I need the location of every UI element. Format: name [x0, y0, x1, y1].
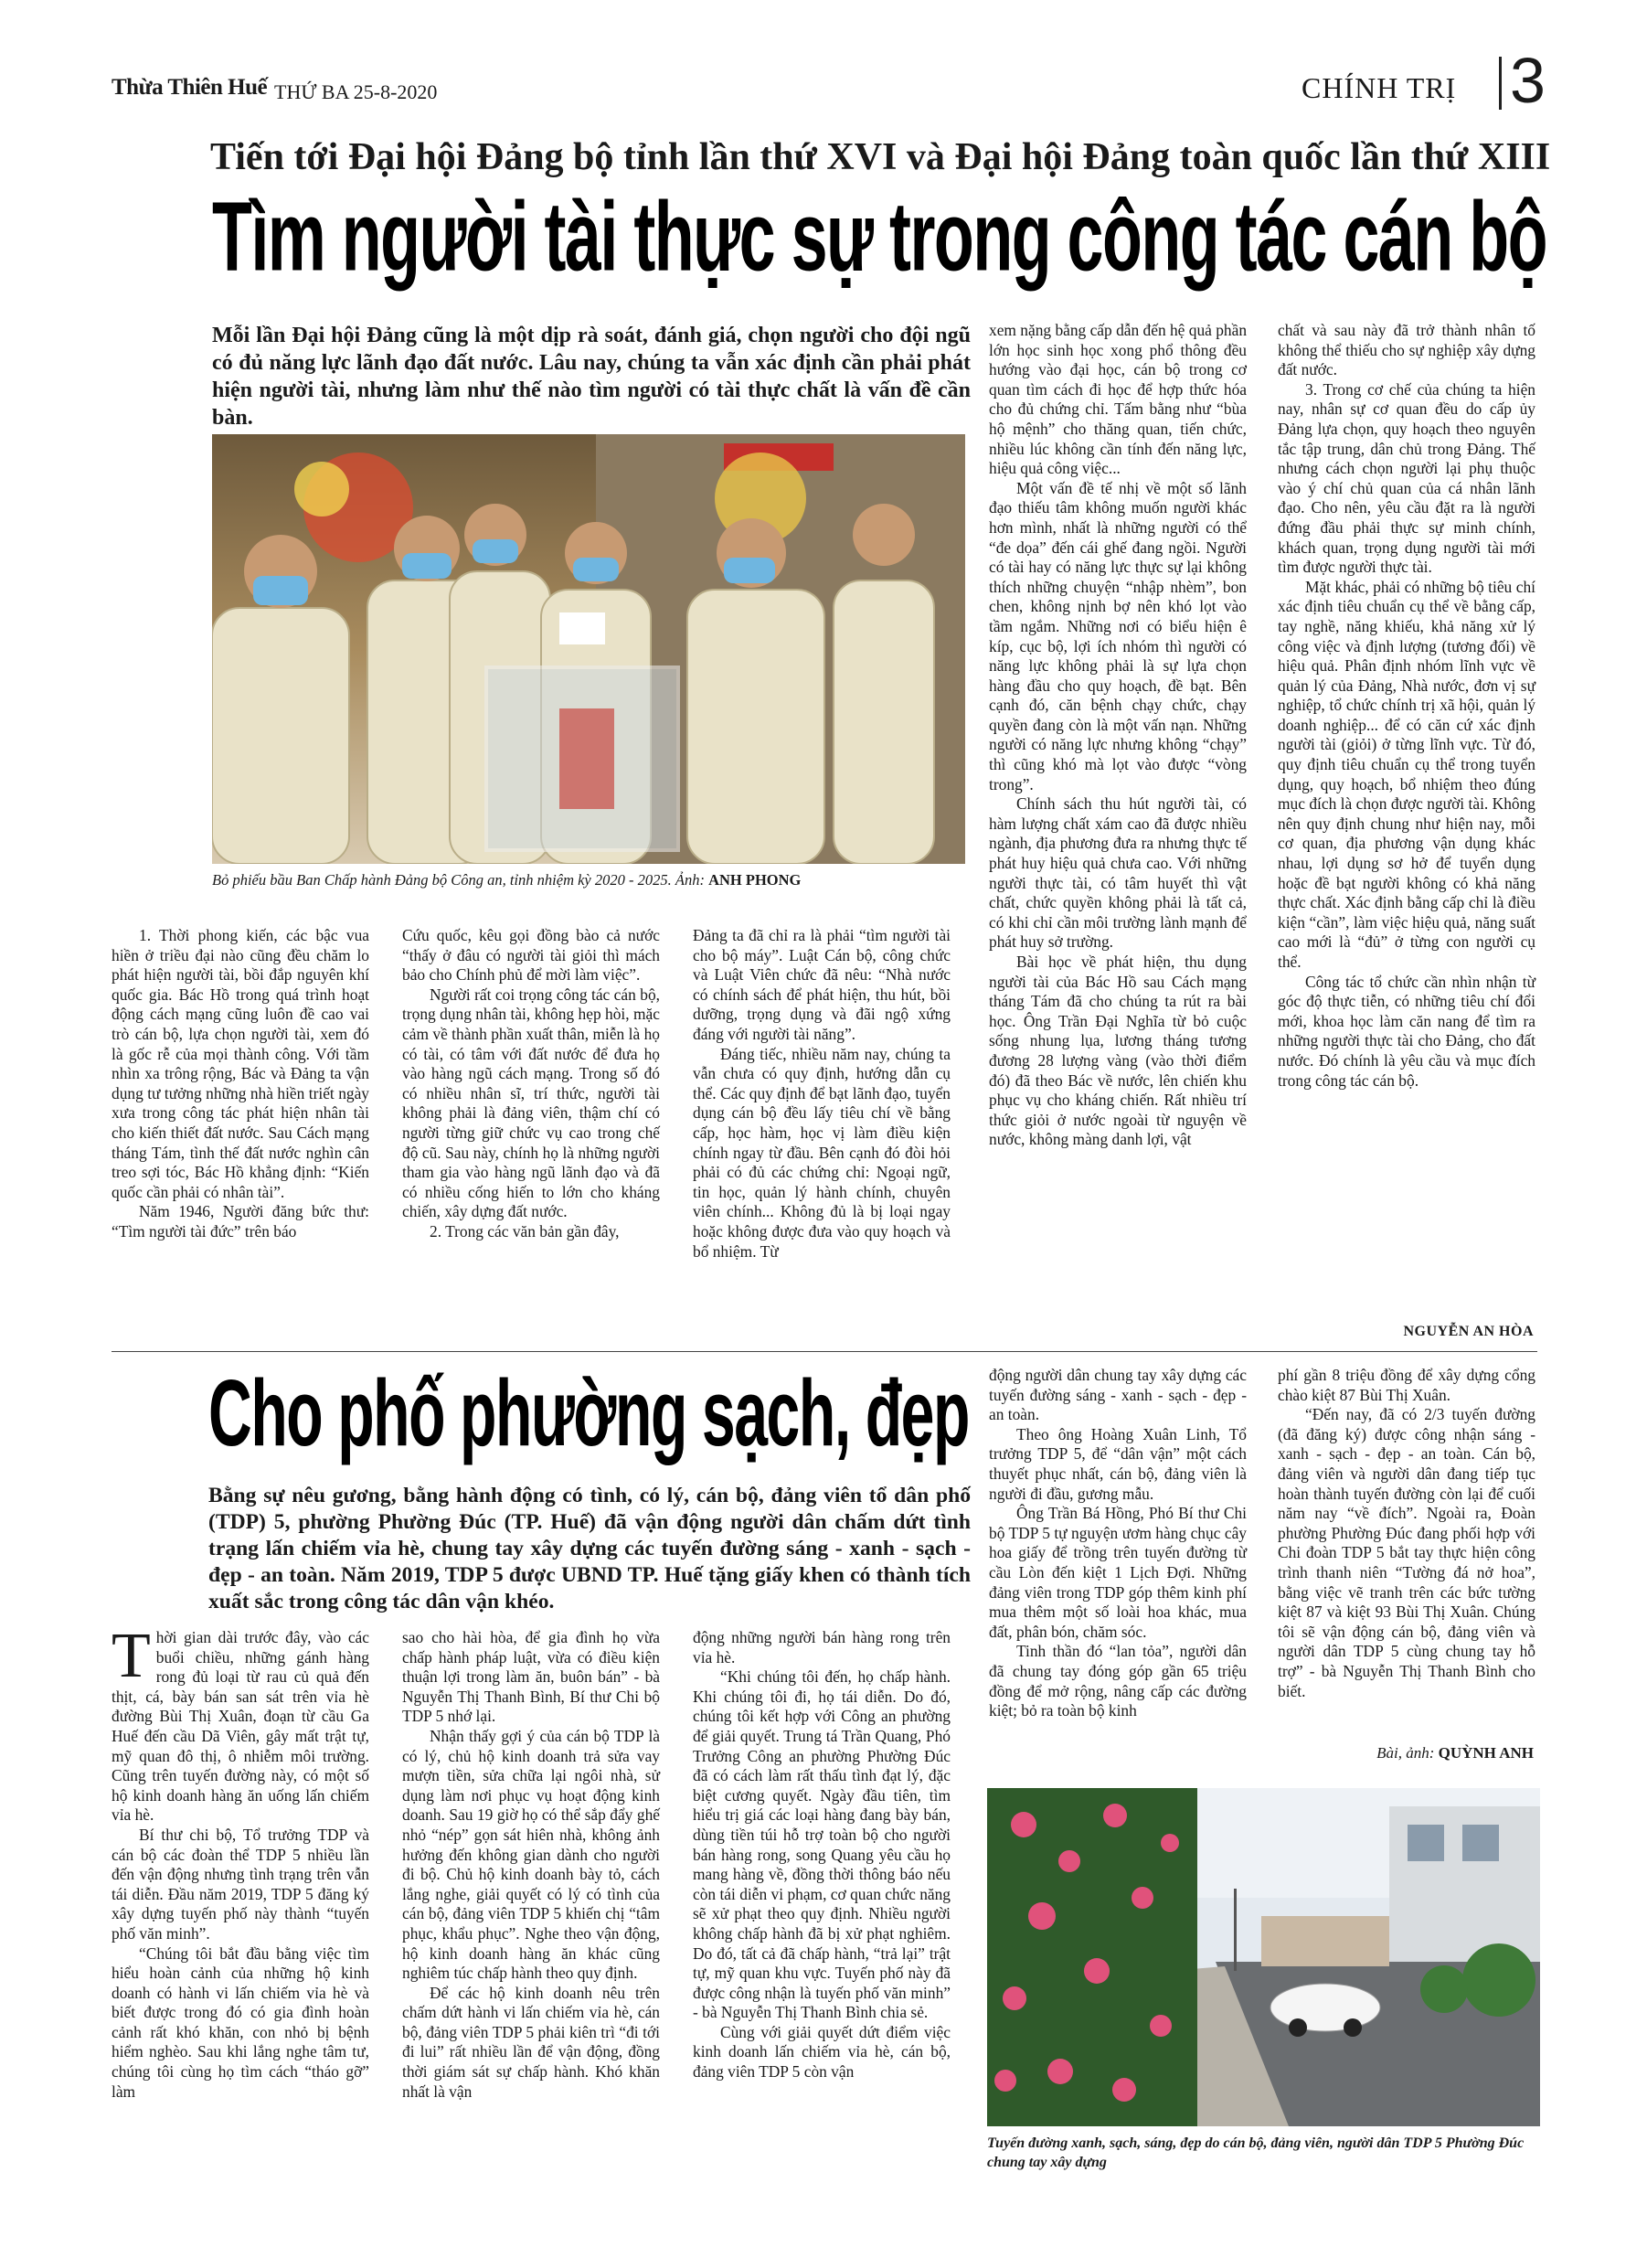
page-number: 3	[1510, 45, 1546, 116]
ballot-voting-photo	[212, 434, 965, 864]
paragraph: “Chúng tôi bắt đầu bằng việc tìm hiểu hoàn cảnh của những hộ kinh doanh có hành vi lấn chiếm vỉa hè và biết được trong đó có gia đình hoàn cảnh rất khó khăn, con nhỏ bị bệnh hiểm nghèo. Sau khi lắng nghe tâm tư, chúng tôi cùng họ tìm cách “tháo gỡ” làm	[112, 1943, 369, 2101]
paragraph: phí gần 8 triệu đồng để xây dựng cổng chào kiệt 87 Bùi Thị Xuân.	[1278, 1366, 1535, 1404]
article1-column-2	[402, 926, 660, 1242]
article2-column-3	[693, 1628, 951, 2082]
paragraph: Ông Trần Bá Hồng, Phó Bí thư Chi bộ TDP 5 tự nguyện ươm hàng chục cây hoa giấy để trồng trên tuyến đường từ cầu Lòn đến kiệt 1 Lịch Đợi. Những đảng viên trong TDP góp thêm kinh phí mua thêm một số loài hoa khác, mua đất, phân bón, chăm sóc.	[989, 1504, 1247, 1641]
paragraph: Bí thư chi bộ, Tổ trưởng TDP và cán bộ các đoàn thể TDP 5 nhiều lần đến vận động nhưng tình trạng trên vẫn tái diễn. Đầu năm 2019, TDP 5 đăng ký xây dựng tuyến phố này thành “tuyến phố văn minh”.	[112, 1825, 369, 1943]
paragraph: Theo ông Hoàng Xuân Linh, Tổ trưởng TDP 5, để “dân vận” một cách thuyết phục nhất, cán bộ, đảng viên là người đi đầu, gương mẫu.	[989, 1424, 1247, 1503]
article1-column-4	[989, 321, 1247, 1150]
section-title: CHÍNH TRỊ	[1302, 71, 1457, 104]
article1-column-3	[693, 926, 951, 1262]
article1-column-5	[1278, 321, 1535, 1091]
paragraph: Một vấn đề tế nhị về một số lãnh đạo thiếu tâm không muốn người khác hơn mình, nhất là những người có thể “đe dọa” đến cái ghế đang ngồi. Người có tài hay có năng lực thực sự lại không thích những chuyện “nhập nhèm”, bon chen, không nịnh bợ nên khó lọt vào tầm ngắm. Những nơi có biểu hiện ê kíp, cục bộ, lợi ích nhóm thì người có năng lực không phải là sự lựa chọn hàng đầu cho quy hoạch, đề bạt. Bên cạnh đó, căn bệnh chạy chức, chạy quyền đang còn là một vấn nạn. Những người có năng lực nhưng không “chạy” thì cũng khó mà lọt vào được “vòng trong”.	[989, 478, 1247, 793]
article2-column-5	[1278, 1366, 1535, 1701]
paragraph: “Khi chúng tôi đến, họ chấp hành. Khi chúng tôi đi, họ tái diễn. Do đó, chúng tôi kết hợp với Công an phường để giải quyết. Trung tá Trần Quang, Phó Trưởng Công an phường Phường Đúc đã có cách làm rất thấu tình đạt lý, đặc biệt cương quyết. Ngày đầu tiên, tìm hiểu trị giá các loại hàng đang bày bán, dùng tiền túi hỗ trợ toàn bộ cho người bán hàng rong, song Quang yêu cầu họ mang hàng về, đồng thời thông báo nếu còn tái diễn vi phạm, cơ quan chức năng sẽ xử phạt theo quy định. Nhiều người không chấp hành đã bị xử phạt nghiêm. Do đó, tất cả đã chấp hành, “trả lại” trật tự, mỹ quan khu vực. Tuyến phố này đã được công nhận là tuyến phố văn minh” - bà Nguyễn Thị Thanh Bình chia sẻ.	[693, 1667, 951, 2022]
paragraph: chất và sau này đã trở thành nhân tố không thể thiếu cho sự nghiệp xây dựng đất nước.	[1278, 321, 1535, 379]
article2-byline: Bài, ảnh: QUỲNH ANH	[1376, 1744, 1534, 1762]
paragraph: Cứu quốc, kêu gọi đồng bào cả nước “thấy ở đâu có người tài giỏi thì mách bảo cho Chính phủ để mời làm việc”.	[402, 926, 660, 985]
article1-byline: NGUYỄN AN HÒA	[1403, 1324, 1534, 1339]
flowered-street-photo	[987, 1788, 1540, 2126]
paragraph: Cùng với giải quyết dứt điểm việc kinh doanh lấn chiếm vỉa hè, cán bộ, đảng viên TDP 5 còn vận	[693, 2022, 951, 2082]
article1-column-1	[112, 926, 369, 1242]
paragraph: Để các hộ kinh doanh nêu trên chấm dứt hành vi lấn chiếm vỉa hè, cán bộ, đảng viên TDP 5 phải kiên trì “đi tới đi lui” rất nhiều lần để vận động, đồng thời giám sát sự chấp hành. Khó khăn nhất là vận	[402, 1983, 660, 2101]
drop-cap: T	[112, 1621, 151, 1691]
paragraph: Năm 1946, Người đăng bức thư: “Tìm người tài đức” trên báo	[112, 1202, 369, 1240]
paragraph: Công tác tổ chức cần nhìn nhận từ góc độ thực tiễn, có những tiêu chí đổi mới, khoa học làm căn nang để tìm ra những người thực tài cho Đảng, cho đất nước. Đó chính là yêu cầu và mục đích trong công tác cán bộ.	[1278, 972, 1535, 1090]
paragraph: “Đến nay, đã có 2/3 tuyến đường (đã đăng ký) được công nhận sáng - xanh - sạch - đẹp - an toàn. Cán bộ, đảng viên và người dân đang tiếp tục hoàn thành tuyến đường còn lại để cuối năm nay “về đích”. Ngoài ra, Đoàn phường Phường Đúc đang phối hợp với Chi đoàn TDP 5 bắt tay thực hiện công trình thanh niên “Tường đá nở hoa”, bằng việc vẽ tranh trên các bức tường kiệt 87 và kiệt 93 Bùi Thị Xuân. Chúng tôi sẽ vận động cán bộ, đảng viên và người dân TDP 5 cùng chung tay hỗ trợ” - bà Nguyễn Thị Thanh Bình cho biết.	[1278, 1405, 1535, 1700]
paragraph: Tinh thần đó “lan tỏa”, người dân đã chung tay đóng góp gần 65 triệu đồng để mở rộng, nâng cấp các đường kiệt; bỏ ra toàn bộ kinh	[989, 1642, 1247, 1720]
paragraph: Nhận thấy gợi ý của cán bộ TDP là có lý, chủ hộ kinh doanh trả sửa vay mượn tiền, sửa chữa lại ngôi nhà, sử dụng làm nơi phục vụ hoạt động kinh doanh. Sau 19 giờ họ có thể sắp đẩy ghế nhỏ “nép” gọn sát hiên nhà, không ảnh hưởng đến không gian dành cho người đi bộ. Chủ hộ kinh doanh bày tỏ, cách lắng nghe, giải quyết có lý có tình của cán bộ, đảng viên TDP 5 khiến chị “tâm phục, khẩu phục”. Nghe theo vận động, hộ kinh doanh hàng ăn khác cũng nghiêm túc chấp hành theo quy định.	[402, 1726, 660, 1983]
issue-date: THỨ BA 25-8-2020	[274, 80, 438, 103]
article2-photo-caption: Tuyến đường xanh, sạch, sáng, đẹp do cán bộ, đảng viên, người dân TDP 5 Phường Đúc chung tay xây dựng	[987, 2135, 1525, 2170]
article1-lead: Mỗi lần Đại hội Đảng cũng là một dịp rà soát, đánh giá, chọn người cho đội ngũ có đủ năng lực lãnh đạo đất nước. Lâu nay, chúng ta vẫn xác định cần phải phát hiện người tài, nhưng làm như thế nào tìm người có tài thực chất là vấn đề cần bàn.	[212, 324, 971, 430]
article2-headline: Cho phố phường sạch, đẹp	[208, 1361, 969, 1466]
article1-photo-caption: Bỏ phiếu bầu Ban Chấp hành Đảng bộ Công an, tỉnh nhiệm kỳ 2020 - 2025. Ảnh: ANH PHONG	[212, 871, 802, 889]
paragraph: sao cho hài hòa, để gia đình họ vừa chấp hành pháp luật, vừa có điều kiện thuận lợi trong làm ăn, buôn bán” - bà Nguyễn Thị Thanh Bình, Bí thư Chi bộ TDP 5 nhớ lại.	[402, 1628, 660, 1726]
article2-column-4	[989, 1366, 1247, 1721]
paragraph: Mặt khác, phải có những bộ tiêu chí xác định tiêu chuẩn cụ thể về bằng cấp, tay nghề, năng khiếu, khả năng xử lý công việc và định lượng (tương đối) về hiệu quả. Phân định nhóm lĩnh vực về quản lý của Đảng, Nhà nước, đơn vị sự nghiệp, tổ chức chính trị xã hội, quản lý doanh nghiệp... để có căn cứ xác định người tài (giỏi) ở từng lĩnh vực. Từ đó, quy định tiêu chuẩn cụ thể trong tuyển dụng, quy hoạch, bổ nhiệm theo đúng mục đích là chọn được người tài. Không nên quy định chung như hiện nay, mỗi cơ quan, địa phương vận dụng khác nhau, lợi dụng sơ hở để tuyển dụng hoặc đề bạt người không có khả năng thực chất. Xác định bằng cấp chỉ là điều kiện “cần”, làm việc hiệu quả, năng suất cao mới là “đủ” ở từng con người cụ thể.	[1278, 577, 1535, 971]
article2-column-2	[402, 1628, 660, 2102]
paragraph: Bài học về phát hiện, thu dụng người tài của Bác Hồ sau Cách mạng tháng Tám đã cho chúng ta rút ra bài học. Ông Trần Đại Nghĩa từ bỏ cuộc sống nhung lụa, lương tháng tương đương 28 lượng vàng (vào thời điểm đó) đã theo Bác về nước, lên chiến khu phục vụ cho kháng chiến. Rất nhiều trí thức giỏi ở nước ngoài từ nguyện về nước, không màng danh lợi, vật	[989, 953, 1247, 1149]
masthead: Thừa Thiên Huế	[112, 75, 268, 100]
article-divider	[112, 1351, 1537, 1352]
article1-headline: Tìm người tài thực sự trong công tác cán bộ	[212, 182, 1546, 292]
article2-lead: Bằng sự nêu gương, bằng hành động có tình, có lý, cán bộ, đảng viên tổ dân phố (TDP) 5, phường Phường Đúc (TP. Huế) đã vận động người dân chấm dứt tình trạng lấn chiếm vỉa hè, chung tay xây dựng các tuyến đường sáng - xanh - sạch - đẹp - an toàn. Năm 2019, TDP 5 được UBND TP. Huế tặng giấy khen có thành tích xuất sắc trong công tác dân vận khéo.	[208, 1484, 971, 1613]
paragraph: Chính sách thu hút người tài, có hàm lượng chất xám cao đã được nhiều ngành, địa phương đưa ra nhưng thực tế phát huy hiệu quả chưa cao. Với những người thực tài, có tâm huyết thì vật chất, chức quyền không phải là tất cả, có khi chỉ cần môi trường lành mạnh để phát huy sở trường.	[989, 794, 1247, 952]
paragraph: 2. Trong các văn bản gần đây,	[430, 1221, 620, 1240]
paragraph: xem nặng bằng cấp dẫn đến hệ quả phần lớn học sinh học xong phổ thông đều hướng vào đại học, cán bộ trong cơ quan tìm cách đi học để hợp thức hóa cho đủ chứng chỉ. Tấm bằng như “bùa hộ mệnh” cho thăng quan, tiến chức, nhiều lúc không cần tính đến năng lực, hiệu quả công việc...	[989, 321, 1248, 478]
paragraph: Đáng tiếc, nhiều năm nay, chúng ta vẫn chưa có quy định, hướng dẫn cụ thể. Các quy định để bạt lãnh đạo, tuyển dụng cán bộ đều lấy tiêu chí về bằng cấp, học hàm, học vị làm điều kiện chính ngay từ đầu. Bên cạnh đó đòi hỏi phải có đủ các chứng chỉ: Ngoại ngữ, tin học, quản lý hành chính, chuyên viên chính... Không đủ là bị loại ngay hoặc không được đưa vào quy hoạch và bổ nhiệm. Từ	[693, 1044, 951, 1261]
article2-column-1	[112, 1621, 369, 2102]
paragraph: động người dân chung tay xây dựng các tuyến đường sáng - xanh - sạch - đẹp - an toàn.	[989, 1366, 1247, 1424]
article1-kicker: Tiến tới Đại hội Đảng bộ tỉnh lần thứ XVI và Đại hội Đảng toàn quốc lần thứ XIII	[210, 136, 1551, 178]
paragraph: 3. Trong cơ chế của chúng ta hiện nay, nhân sự cơ quan đều do cấp ủy Đảng lựa chọn, quy hoạch theo nguyên tắc tập trung, dân chủ trong Đảng. Thế nhưng cách chọn người lại phụ thuộc vào ý chí chủ quan của cá nhân lãnh đạo. Cho nên, yêu cầu đặt ra là người đứng đầu phải thực sự minh chính, khách quan, trọng dụng người tài mới tìm được người thực tài.	[1278, 379, 1535, 577]
paragraph: Đảng ta đã chỉ ra là phải “tìm người tài cho bộ máy”. Luật Cán bộ, công chức và Luật Viên chức đã nêu: “Nhà nước có chính sách để phát hiện, thu hút, bồi dưỡng, trọng dụng và đãi ngộ xứng đáng với người tài năng”.	[693, 926, 951, 1043]
page-number-divider	[1499, 57, 1502, 110]
paragraph: 1. Thời phong kiến, các bậc vua hiền ở triều đại nào cũng đều chăm lo phát hiện người tài, bồi đắp nguyên khí quốc gia. Bác Hồ trong quá trình hoạt động cách mạng cũng luôn đề cao vai trò cán bộ, lựa chọn người tài, xem đó là gốc rễ của mọi thành công. Với tầm nhìn xa trông rộng, Bác và Đảng ta vận dụng tư tưởng những nhà hiền triết ngày xưa trong công tác phát hiện nhân tài cho kiến thiết đất nước. Sau Cách mạng tháng Tám, tình thế đất nước nghìn cân treo sợi tóc, Bác Hồ khẳng định: “Kiến quốc cần phải có nhân tài”.	[112, 926, 369, 1201]
paragraph: Người rất coi trọng công tác cán bộ, trọng dụng nhân tài, không hẹp hòi, mặc cảm về thành phần xuất thân, miễn là họ có tài, có tâm với đất nước để đưa họ vào hàng ngũ cách mạng. Trong số đó có nhiều nhân sĩ, trí thức, người tài không phải là đảng viên, thậm chí có người từng giữ chức vụ cao trong chế độ cũ. Sau này, chính họ là những người tham gia vào hàng ngũ lãnh đạo và đã có nhiều cống hiến to lớn cho kháng chiến, xây dựng đất nước.	[402, 985, 660, 1221]
paragraph: Thời gian dài trước đây, vào các buổi chiều, những gánh hàng rong đủ loại từ rau củ quả đến thịt, cá, bày bán san sát trên vỉa hè đường Bùi Thị Xuân, đoạn từ cầu Ga Huế đến cầu Dã Viên, gây mất trật tự, mỹ quan đô thị, ô nhiễm môi trường. Cũng trên tuyến đường này, có một số hộ kinh doanh hàng ăn uống lấn chiếm vỉa hè.	[112, 1621, 369, 1825]
paragraph: động những người bán hàng rong trên vỉa hè.	[693, 1628, 951, 1666]
